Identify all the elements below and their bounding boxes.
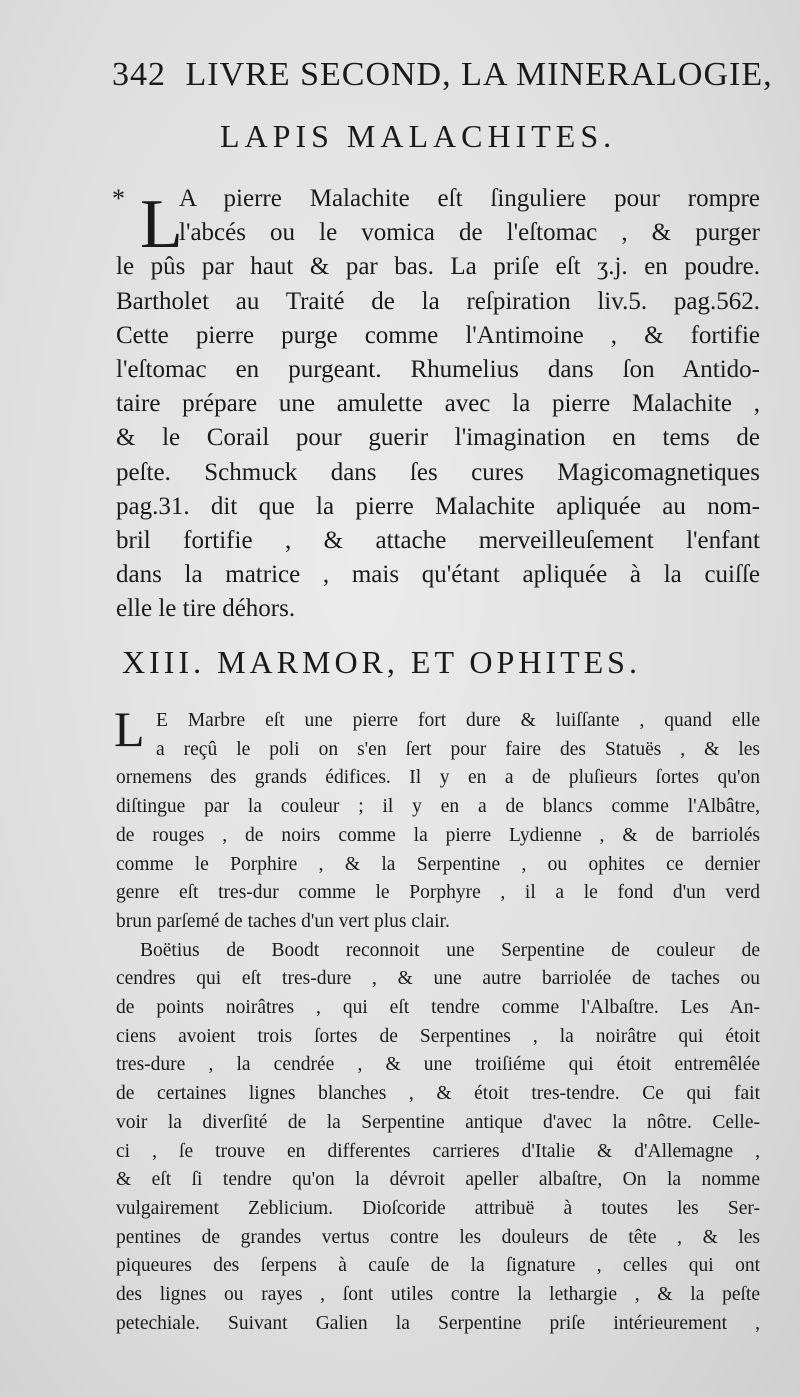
text-line: A pierre Malachite eſt ſinguliere pour rompre (179, 185, 760, 212)
text-line: l'eſtomac en purgeant. Rhumelius dans ſon Antido- (116, 356, 760, 384)
text-line: piqueures des ſerpens à cauſe de la ſignature , celles qui ont (116, 1255, 760, 1277)
text-line: dans la matrice , mais qu'étant apliquée à la cuiſſe (116, 561, 760, 589)
text-line: de points noirâtres , qui eſt tendre comme l'Albaſtre. Les An- (116, 997, 760, 1019)
text-line: Boëtius de Boodt reconnoit une Serpentine de couleur de (140, 939, 760, 961)
text-line: pentines de grandes vertus contre les douleurs de tête , & les (116, 1226, 760, 1248)
text-line: voir la diverſité de la Serpentine antique d'avec la nôtre. Celle- (116, 1111, 760, 1133)
running-title: LIVRE SECOND, LA MINERALOGIE, (185, 56, 773, 93)
page-number: 342 (112, 56, 166, 93)
text-line: elle le tire déhors. (116, 595, 296, 623)
text-line: tres-dure , la cendrée , & une troiſiéme qui étoit entremêlée (116, 1054, 760, 1076)
section-title-malachites: LAPIS MALACHITES. (220, 118, 617, 154)
text-line: petechiale. Suivant Galien la Serpentine priſe intérieurement , (116, 1312, 760, 1334)
note-marker: * (112, 184, 125, 213)
text-line: Cette pierre purge comme l'Antimoine , & fortifie (116, 321, 760, 349)
text-line: diſtingue par la couleur ; il y en a de blancs comme l'Albâtre, (116, 796, 760, 818)
text-line: pag.31. dit que la pierre Malachite apliquée au nom- (116, 492, 760, 520)
paragraph-malachites (116, 182, 760, 627)
running-header (112, 56, 773, 94)
text-line: a reçû le poli on s'en ſert pour faire des Statuës , & les (156, 738, 760, 760)
text-line: le pûs par haut & par bas. La priſe eſt ʒ.j. en poudre. (116, 253, 760, 281)
text-line: brun parſemé de taches d'un vert plus clair. (116, 910, 450, 932)
text-line: genre eſt tres-dur comme le Porphyre , il a le fond d'un verd (116, 882, 760, 904)
text-line: l'abcés ou le vomica de l'eſtomac , & purger (179, 219, 760, 247)
text-line: taire prépare une amulette avec la pierre Malachite , (116, 390, 760, 418)
text-line: & le Corail pour guerir l'imagination en tems de (116, 424, 760, 452)
text-line: cendres qui eſt tres-dure , & une autre barriolée de taches ou (116, 968, 760, 990)
text-line: vulgairement Zeblicium. Dioſcoride attribuë à toutes les Ser- (116, 1197, 760, 1219)
text-line: ci , ſe trouve en differentes carrieres d'Italie & d'Allemagne , (116, 1140, 760, 1162)
text-line: des lignes ou rayes , ſont utiles contre la lethargie , & la peſte (116, 1284, 760, 1306)
text-line: comme le Porphire , & la Serpentine , ou ophites ce dernier (116, 853, 760, 875)
text-line: E Marbre eſt une pierre fort dure & luiſſante , quand elle (156, 710, 760, 731)
drop-cap-1: L (140, 186, 183, 263)
paragraph-marmor (116, 707, 760, 1338)
text-line: bril fortifie , & attache merveilleuſement l'enfant (116, 527, 760, 555)
text-line: peſte. Schmuck dans ſes cures Magicomagnetiques (116, 458, 760, 486)
text-line: & eſt ſi tendre qu'on la dévroit apeller albaſtre, On la nomme (116, 1169, 760, 1191)
text-line: ornemens des grands édifices. Il y en a de pluſieurs ſortes qu'on (116, 767, 760, 789)
text-line: ciens avoient trois ſortes de Serpentines , la noirâtre qui étoit (116, 1025, 760, 1047)
section-title-marmor: XIII. MARMOR, ET OPHITES. (122, 644, 641, 680)
text-line: de rouges , de noirs comme la pierre Lydienne , & de barriolés (116, 824, 760, 846)
text-line: Bartholet au Traité de la reſpiration liv.5. pag.562. (116, 287, 760, 315)
drop-cap-2: L (114, 701, 145, 757)
text-line: de certaines lignes blanches , & étoit tres-tendre. Ce qui fait (116, 1083, 760, 1105)
